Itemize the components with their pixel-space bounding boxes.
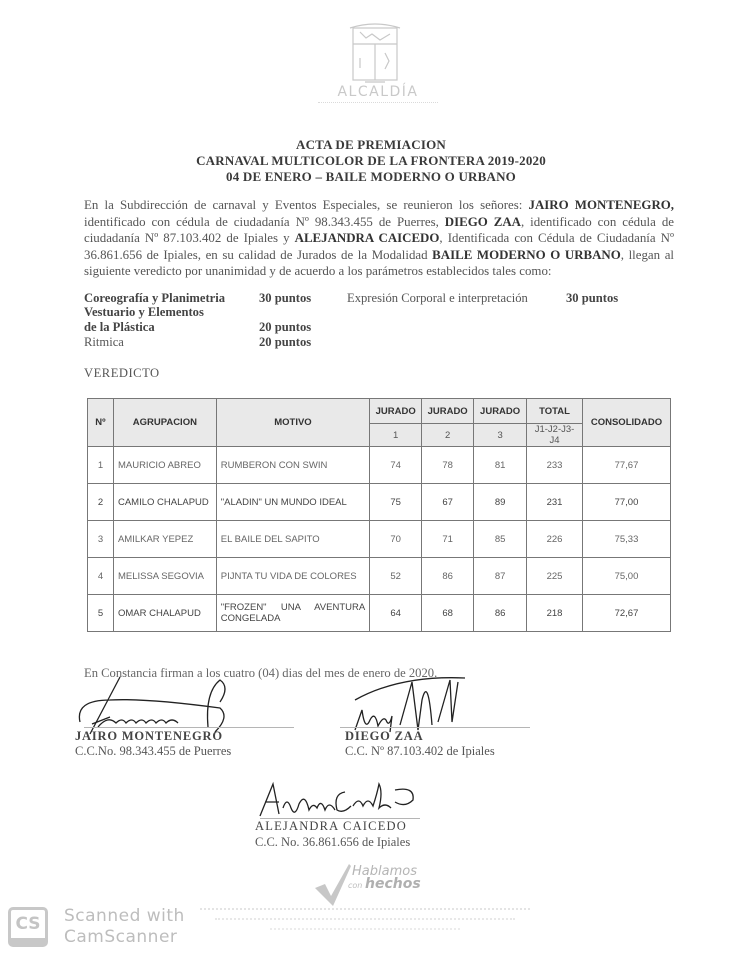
header-group: AGRUPACION — [113, 399, 216, 447]
logo-subtitle-decoration — [318, 102, 438, 106]
intro-text: , Identificada con Cédula de Ciudadanía Nº 36.861.656 de Ipiales, en su calidad de Jurados de la Modalidad — [84, 231, 674, 262]
subheader-total: J1-J2-J3-J4 — [527, 424, 583, 447]
cell-total: 218 — [527, 595, 583, 632]
intro-paragraph — [84, 197, 674, 280]
cell-motive: "ALADIN" UN MUNDO IDEAL — [216, 484, 369, 521]
table-row — [88, 447, 671, 484]
cell-num: 5 — [88, 595, 114, 632]
cell-group: OMAR CHALAPUD — [113, 595, 216, 632]
camscanner-watermark — [64, 906, 185, 948]
signer-name: JAIRO MONTENEGRO — [75, 729, 223, 743]
cell-consolidated: 75,00 — [582, 558, 670, 595]
header-juror-1: JURADO — [370, 399, 422, 424]
criterion-label: Vestuario y Elementos — [84, 305, 204, 319]
signature-line — [340, 727, 530, 728]
slogan-line-2b: hechos — [365, 876, 421, 892]
cell-consolidated: 72,67 — [582, 595, 670, 632]
camscanner-logo — [8, 907, 48, 947]
document-title: ACTA DE PREMIACION — [296, 137, 446, 152]
signature-alejandra-caicedo — [255, 778, 425, 820]
cell-juror-1: 74 — [370, 447, 422, 484]
slogan-line-1: Hablamos — [352, 864, 417, 879]
cell-juror-2: 86 — [422, 558, 474, 595]
cell-total: 231 — [527, 484, 583, 521]
header-num: Nº — [88, 399, 114, 447]
modality-name: BAILE MODERNO O URBANO — [432, 247, 621, 262]
juror-name: ALEJANDRA CAICEDO — [294, 231, 440, 246]
juror-name: DIEGO ZAA — [444, 214, 521, 229]
cell-num: 3 — [88, 521, 114, 558]
cell-juror-3: 81 — [474, 447, 527, 484]
cell-consolidated: 77,67 — [582, 447, 670, 484]
cell-motive: EL BAILE DEL SAPITO — [216, 521, 369, 558]
cell-group: MAURICIO ABREO — [113, 447, 216, 484]
criterion-points: 20 puntos — [259, 335, 312, 349]
cell-num: 2 — [88, 484, 114, 521]
criterion-label: Ritmica — [84, 335, 124, 349]
camscanner-badge-text: CS — [15, 914, 41, 934]
cell-motive: RUMBERON CON SWIN — [216, 447, 369, 484]
criterion-points: 20 puntos — [259, 320, 312, 334]
cell-juror-3: 86 — [474, 595, 527, 632]
header-juror-2: JURADO — [422, 399, 474, 424]
signer-name: DIEGO ZAA — [345, 729, 424, 743]
cell-total: 225 — [527, 558, 583, 595]
table-row — [88, 484, 671, 521]
table-row — [88, 558, 671, 595]
cell-total: 226 — [527, 521, 583, 558]
cell-juror-2: 67 — [422, 484, 474, 521]
cell-juror-2: 68 — [422, 595, 474, 632]
intro-text: , identificado con cédula de ciudadanía Nº 87.103.402 de Ipiales y — [84, 214, 674, 246]
header-total: TOTAL — [527, 399, 583, 424]
watermark-line-2: CamScanner — [64, 927, 178, 947]
cell-consolidated: 75,33 — [582, 521, 670, 558]
criterion-label: Coreografía y Planimetria — [84, 291, 226, 305]
cell-num: 4 — [88, 558, 114, 595]
header-motive: MOTIVO — [216, 399, 369, 447]
cell-juror-3: 89 — [474, 484, 527, 521]
table-header-row — [88, 399, 671, 424]
cell-juror-2: 78 — [422, 447, 474, 484]
cell-juror-3: 85 — [474, 521, 527, 558]
signer-id: C.C.No. 98.343.455 de Puerres — [75, 744, 232, 758]
cell-juror-1: 75 — [370, 484, 422, 521]
cell-juror-1: 70 — [370, 521, 422, 558]
watermark-line-1: Scanned with — [64, 906, 185, 926]
slogan-line-2a: con — [348, 881, 363, 890]
subheader-juror-2: 2 — [422, 424, 474, 447]
signer-name: ALEJANDRA CAICEDO — [255, 819, 407, 833]
juror-name: JAIRO MONTENEGRO, — [528, 198, 675, 212]
cell-total: 233 — [527, 447, 583, 484]
faint-footer-address — [200, 905, 530, 935]
cell-group: AMILKAR YEPEZ — [113, 521, 216, 558]
closing-statement: En Constancia firman a los cuatro (04) dias del mes de enero de 2020. — [84, 666, 438, 680]
cell-juror-3: 87 — [474, 558, 527, 595]
subheader-juror-1: 1 — [370, 424, 422, 447]
event-title: CARNAVAL MULTICOLOR DE LA FRONTERA 2019-2020 — [196, 153, 546, 168]
checkmark-icon — [313, 862, 353, 908]
logo-text: ALCALDÍA — [337, 84, 419, 100]
header-consolidated: CONSOLIDADO — [582, 399, 670, 447]
header-juror-3: JURADO — [474, 399, 527, 424]
cell-juror-1: 52 — [370, 558, 422, 595]
cell-num: 1 — [88, 447, 114, 484]
table-row — [88, 595, 671, 632]
verdict-table — [87, 398, 671, 632]
signer-id: C.C. No. 36.861.656 de Ipiales — [255, 835, 411, 849]
criterion-label: de la Plástica — [84, 320, 155, 334]
cell-juror-2: 71 — [422, 521, 474, 558]
criterion-points: 30 puntos — [259, 291, 312, 305]
cell-group: MELISSA SEGOVIA — [113, 558, 216, 595]
intro-text: En la Subdirección de carnaval y Eventos Especiales, se reunieron los señores: — [84, 198, 529, 212]
signature-line — [84, 727, 294, 728]
event-subtitle: 04 DE ENERO – BAILE MODERNO O URBANO — [226, 169, 516, 184]
verdict-heading: VEREDICTO — [84, 366, 160, 380]
table-row — [88, 521, 671, 558]
signer-id: C.C. Nº 87.103.402 de Ipiales — [345, 744, 495, 758]
subheader-juror-3: 3 — [474, 424, 527, 447]
cell-consolidated: 77,00 — [582, 484, 670, 521]
cell-juror-1: 64 — [370, 595, 422, 632]
criterion-points: 30 puntos — [566, 291, 619, 305]
cell-motive: "FROZEN" UNA AVENTURA CONGELADA — [216, 595, 369, 632]
cell-motive: PIJNTA TU VIDA DE COLORES — [216, 558, 369, 595]
intro-text: identificado con cédula de ciudadanía Nº 98.343.455 de Puerres, — [84, 214, 445, 229]
cell-group: CAMILO CHALAPUD — [113, 484, 216, 521]
criterion-label: Expresión Corporal e interpretación — [347, 291, 528, 305]
intro-text: , llegan al siguiente veredicto por unanimidad y de acuerdo a los parámetros establecidos tales como: — [84, 247, 675, 279]
